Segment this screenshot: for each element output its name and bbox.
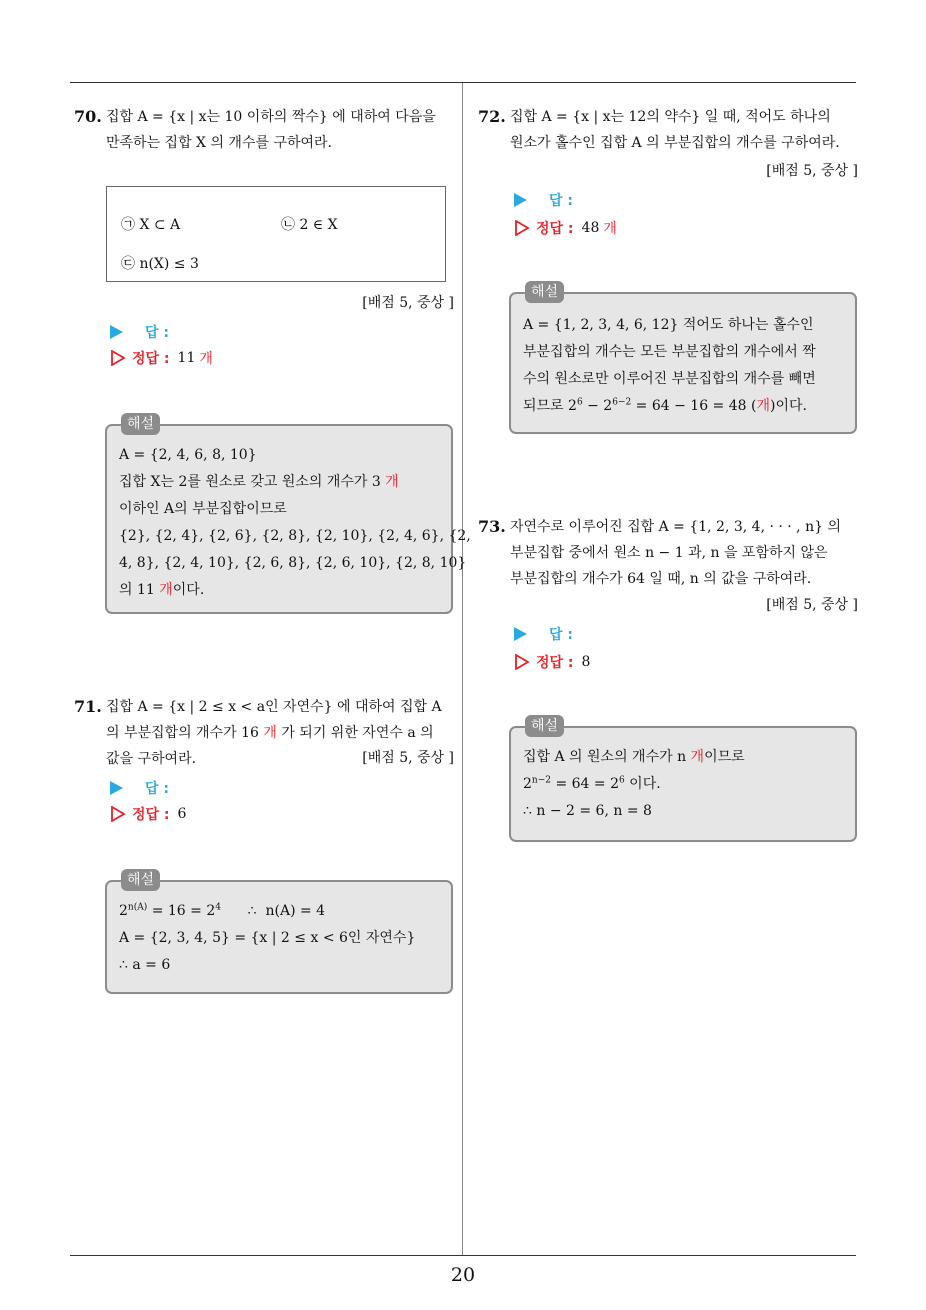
answer-arrow-icon [110, 325, 123, 339]
solution-line: {2}, {2, 4}, {2, 6}, {2, 8}, {2, 10}, {2, 4, 6}, {2, [119, 528, 471, 544]
question-text [74, 104, 464, 156]
correct-arrow-icon [514, 220, 530, 236]
unit-text: 개 [690, 749, 705, 765]
condition-1: ㉠ X ⊂ A [121, 217, 181, 233]
solution-line [523, 744, 847, 771]
solution-text: 집합 X는 2를 원소로 갖고 원소의 개수가 3 [119, 474, 386, 490]
problem-73 [478, 514, 868, 592]
correct-arrow-icon [110, 350, 126, 366]
exponent: 6 [618, 775, 625, 786]
solution-text: = 64 = 2 [551, 776, 619, 792]
solution-line: 수의 원소로만 이루어진 부분집합의 개수를 빼면 [523, 371, 816, 387]
answer-arrow-icon [110, 781, 123, 795]
solution-text: 2 [523, 776, 532, 792]
correct-answer-label: 정답 : [536, 221, 574, 237]
condition-2: ㉡ 2 ∈ X [281, 217, 338, 233]
answer-arrow-icon [514, 627, 527, 641]
bottom-rule [70, 1255, 856, 1256]
correct-answer-value: 8 [581, 654, 591, 670]
page-number: 20 [450, 1264, 476, 1286]
answer-arrow-icon [514, 193, 527, 207]
solution-body [119, 442, 471, 604]
problem-70 [74, 104, 464, 156]
solution-tag: 해설 [121, 869, 160, 891]
question-line: 집합 A = {x | 2 ≤ x < a인 자연수} 에 대하여 집합 A [106, 699, 442, 715]
correct-answer-row [514, 218, 617, 238]
exponent: 4 [215, 902, 221, 913]
solution-body [119, 898, 443, 979]
question-line: 값을 구하여라. [106, 751, 197, 767]
solution-text: = 64 − 16 = 48 ( [631, 398, 757, 414]
problem-number: 71. [74, 697, 102, 716]
solution-text: 2 [119, 903, 128, 919]
unit-text: 개 [199, 351, 213, 367]
solution-line [523, 771, 847, 798]
problem-number: 72. [478, 107, 506, 126]
solution-text: − 2 [582, 398, 613, 414]
solution-tag: 해설 [121, 413, 160, 435]
solution-text: ∴ n(A) = 4 [220, 903, 326, 919]
answer-label: 답 : [549, 193, 573, 209]
correct-answer-label: 정답 : [132, 807, 170, 823]
answer-row [110, 322, 169, 342]
solution-line: A = {2, 3, 4, 5} = {x | 2 ≤ x < 6인 자연수} [119, 930, 416, 946]
score-label: [배점 5, 중상 ] [362, 750, 454, 766]
question-line: 원소가 홀수인 집합 A 의 부분집합의 개수를 구하여라. [510, 135, 840, 151]
condition-3: ㉢ n(X) ≤ 3 [121, 256, 199, 272]
solution-body [523, 312, 847, 420]
exponent: 6−2 [612, 397, 632, 408]
solution-text: )이다. [770, 398, 807, 414]
question-text [478, 514, 868, 592]
solution-text: 이다. [172, 582, 205, 598]
solution-line [523, 393, 847, 420]
solution-box [509, 718, 857, 842]
answer-label: 답 : [145, 781, 169, 797]
correct-answer-value: 6 [177, 806, 187, 822]
correct-answer-row [514, 652, 590, 672]
column-divider [462, 83, 463, 1255]
conditions-box [106, 186, 446, 282]
unit-text: 개 [159, 582, 173, 598]
score-label: [배점 5, 중상 ] [362, 295, 454, 311]
correct-answer-row [110, 348, 213, 368]
solution-line: 이하인 A의 부분집합이므로 [119, 501, 287, 517]
solution-line [119, 469, 443, 496]
problem-number: 70. [74, 107, 102, 126]
answer-label: 답 : [549, 627, 573, 643]
question-line: 부분집합 중에서 원소 n − 1 과, n 을 포함하지 않은 [510, 545, 828, 561]
solution-box [105, 416, 471, 614]
solution-line: A = {2, 4, 6, 8, 10} [119, 447, 257, 463]
solution-body [523, 744, 847, 825]
question-line [106, 720, 464, 746]
question-text-part: 가 되기 위한 자연수 a 의 [276, 725, 434, 741]
solution-text: 집합 A 의 원소의 개수가 n [523, 749, 691, 765]
answer-label: 답 : [145, 325, 169, 341]
answer-row [110, 778, 169, 798]
unit-text: 개 [756, 398, 770, 414]
solution-line: 4, 8}, {2, 4, 10}, {2, 6, 8}, {2, 6, 10}, {2, 8, 10} [119, 555, 467, 571]
question-line: 자연수로 이루어진 집합 A = {1, 2, 3, 4, · · · , n} 의 [510, 519, 841, 535]
question-line: 집합 A = {x | x는 10 이하의 짝수} 에 대하여 다음을 [106, 109, 436, 125]
solution-line [119, 898, 443, 925]
solution-text: 이다. [624, 776, 661, 792]
score-label: [배점 5, 중상 ] [766, 163, 858, 179]
unit-text: 개 [603, 221, 617, 237]
correct-answer-row [110, 804, 186, 824]
correct-answer-label: 정답 : [536, 655, 574, 671]
solution-box [509, 284, 857, 434]
solution-line: 부분집합의 개수는 모든 부분집합의 개수에서 짝 [523, 344, 816, 360]
unit-text: 개 [263, 725, 277, 741]
solution-tag: 해설 [525, 281, 564, 303]
answer-row [514, 190, 573, 210]
solution-tag: 해설 [525, 715, 564, 737]
unit-text: 개 [385, 474, 399, 490]
correct-answer-value: 11 [177, 350, 196, 366]
correct-arrow-icon [514, 654, 530, 670]
question-text [478, 104, 868, 156]
exponent: n(A) [127, 902, 148, 913]
exponent: 6 [576, 397, 583, 408]
top-rule [70, 82, 856, 83]
score-label: [배점 5, 중상 ] [766, 597, 858, 613]
answer-row [514, 624, 573, 644]
solution-text: = 16 = 2 [147, 903, 216, 919]
solution-text: 의 11 [119, 582, 160, 598]
solution-text: 되므로 2 [523, 398, 577, 414]
solution-line: ∴ a = 6 [119, 957, 171, 973]
solution-line [119, 577, 443, 604]
solution-line: ∴ n − 2 = 6, n = 8 [523, 803, 652, 819]
question-line: 만족하는 집합 X 의 개수를 구하여라. [106, 135, 333, 151]
question-line: 부분집합의 개수가 64 일 때, n 의 값을 구하여라. [510, 571, 812, 587]
problem-72 [478, 104, 868, 156]
problem-number: 73. [478, 517, 506, 536]
solution-line: A = {1, 2, 3, 4, 6, 12} 적어도 하나는 홀수인 [523, 317, 814, 333]
correct-arrow-icon [110, 806, 126, 822]
question-line: 집합 A = {x | x는 12의 약수} 일 때, 적어도 하나의 [510, 109, 831, 125]
solution-text: 이므로 [704, 749, 745, 765]
correct-answer-label: 정답 : [132, 351, 170, 367]
exponent: n−2 [531, 775, 551, 786]
question-text-part: 의 부분집합의 개수가 16 [106, 725, 264, 741]
correct-answer-value: 48 [581, 220, 600, 236]
solution-box [105, 872, 453, 994]
